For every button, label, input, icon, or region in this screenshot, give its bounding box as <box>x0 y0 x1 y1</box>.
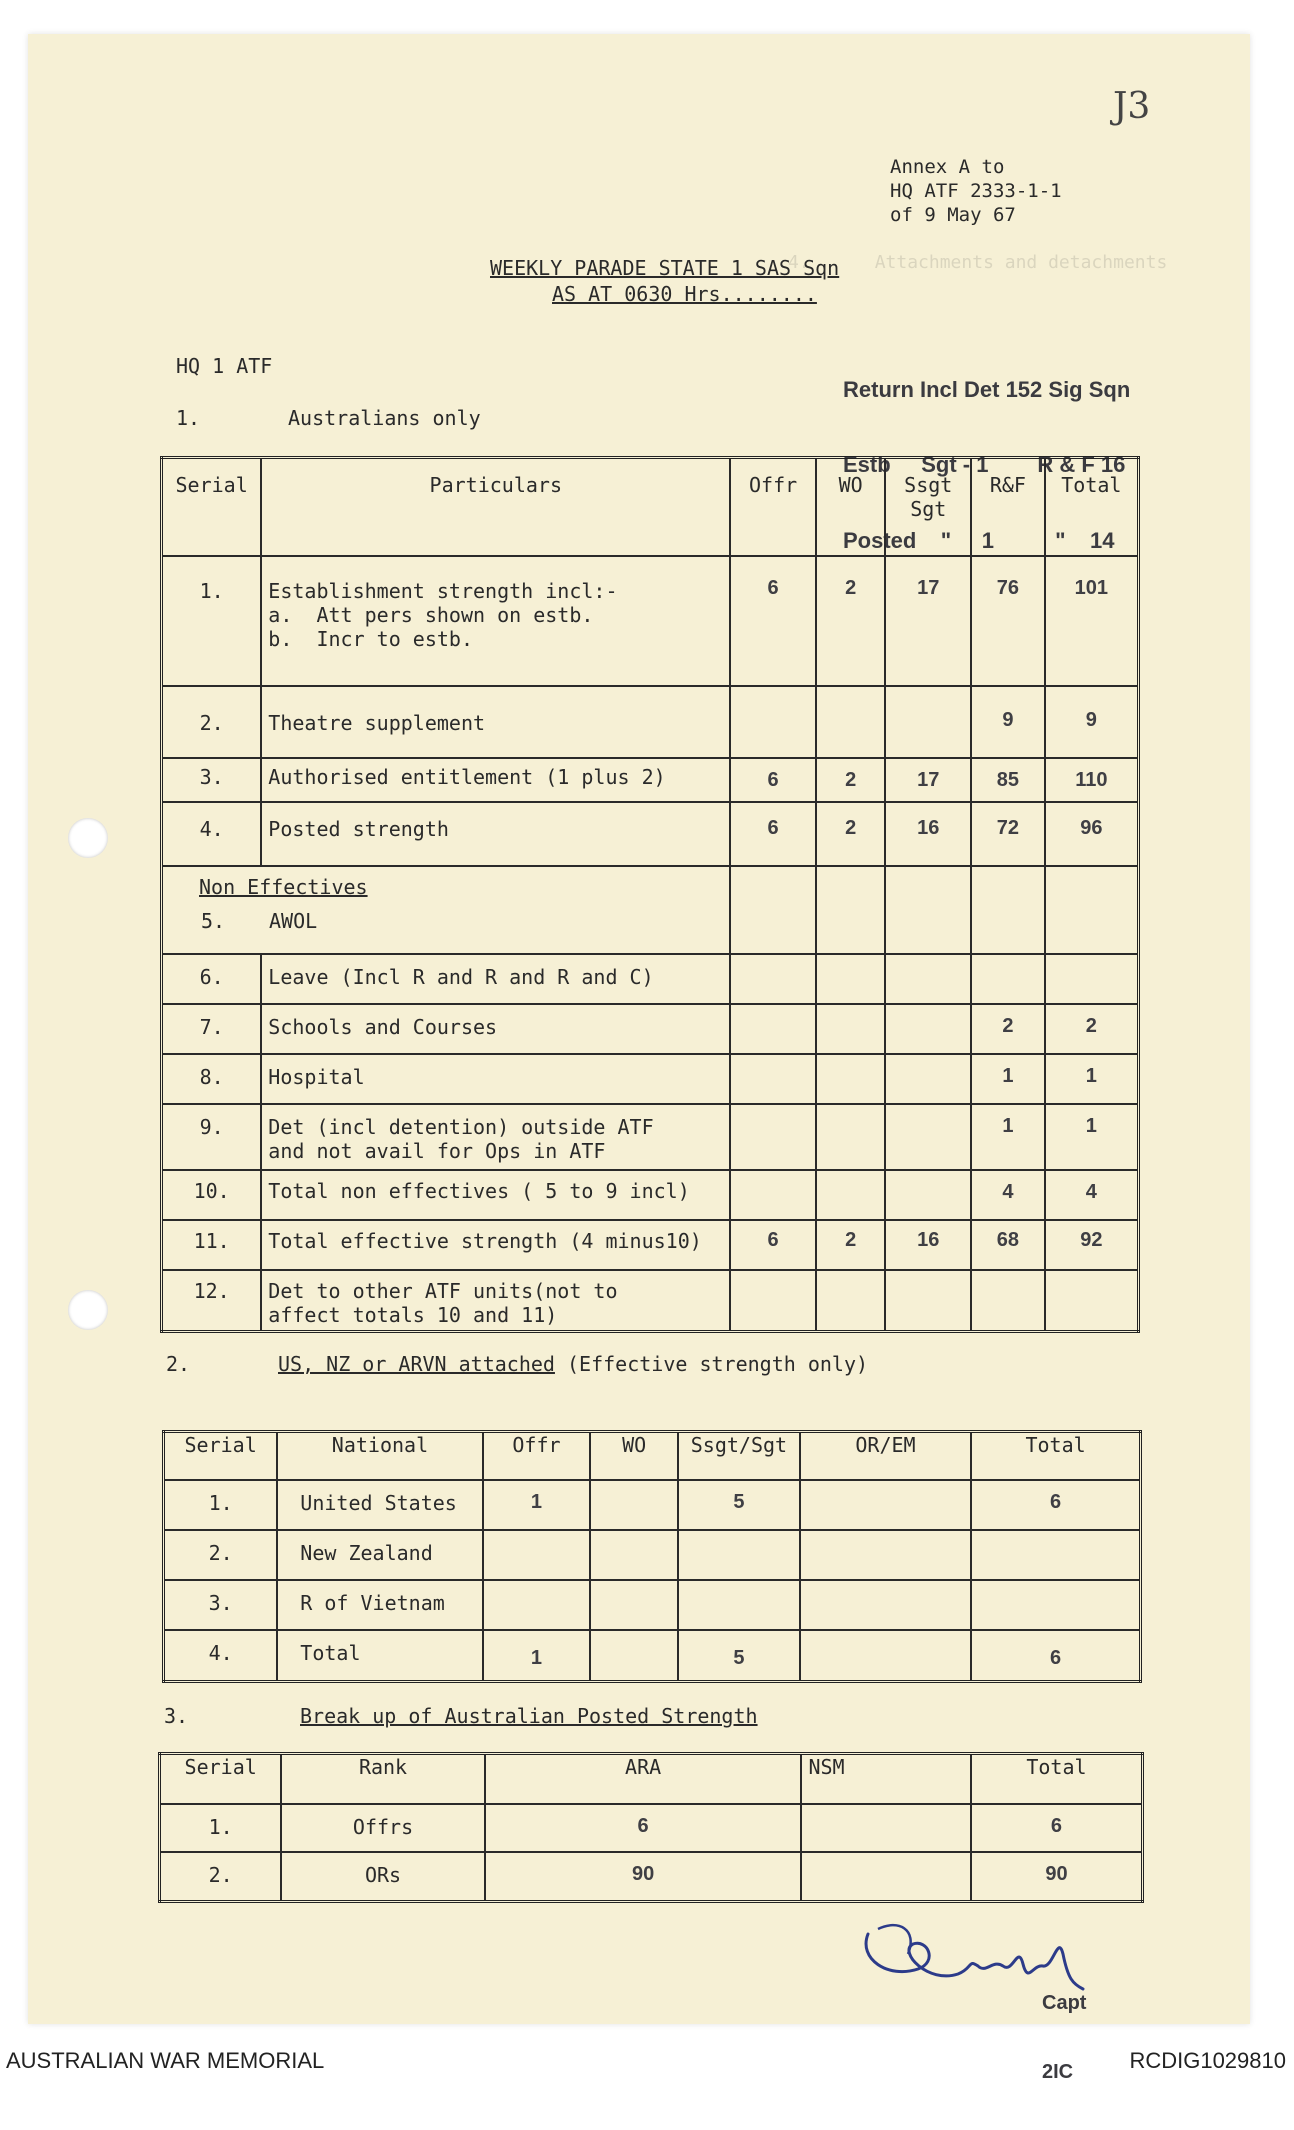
header-particulars: Particulars <box>261 458 730 556</box>
footer-left: AUSTRALIAN WAR MEMORIAL <box>6 2048 325 2073</box>
table-row <box>164 1480 1141 1530</box>
table-australians <box>160 456 1140 1333</box>
section1-title: Australians only <box>288 406 481 430</box>
row-or-em <box>800 1480 971 1530</box>
row-total: 6 <box>971 1804 1143 1852</box>
row-5-line <box>163 909 729 933</box>
table-row <box>160 1804 1143 1852</box>
header-wo: WO <box>816 458 886 556</box>
row-total <box>1045 1270 1139 1332</box>
page-ref-handwritten: J3 <box>1113 86 1151 127</box>
row-offr <box>730 954 816 1004</box>
row-ssgt <box>885 1004 971 1054</box>
header-serial: Serial <box>162 458 262 556</box>
non-effectives-heading: Non Effectives <box>199 874 368 899</box>
row-offr: 6 <box>730 802 816 866</box>
row-rf: 1 <box>971 1104 1045 1170</box>
row-offr: 1 <box>483 1630 591 1682</box>
row-national: Total <box>277 1630 482 1682</box>
header-wo: WO <box>590 1432 678 1480</box>
row-rf: 72 <box>971 802 1045 866</box>
row-particulars: Posted strength <box>261 802 730 866</box>
table-header-row <box>164 1432 1141 1480</box>
signature-rank: Capt <box>1042 1992 1087 2014</box>
row-rank: Offrs <box>281 1804 484 1852</box>
row-offr <box>483 1580 591 1630</box>
row-wo <box>816 1270 886 1332</box>
table-row <box>164 1530 1141 1580</box>
row-serial: 7. <box>162 1004 262 1054</box>
row-wo <box>590 1530 678 1580</box>
header-national: National <box>277 1432 482 1480</box>
table-attached <box>162 1430 1142 1683</box>
row-non-effectives-cell <box>162 866 731 954</box>
document-subtitle: AS AT 0630 Hrs........ <box>552 282 817 306</box>
row-particulars: Det (incl detention) outside ATF and not avail for Ops in ATF <box>261 1104 730 1170</box>
row-serial: 8. <box>162 1054 262 1104</box>
table-row <box>162 1170 1139 1220</box>
row-serial: 1. <box>164 1480 278 1530</box>
row-ssgt <box>885 1054 971 1104</box>
row-or-em <box>800 1630 971 1682</box>
table-header-row <box>160 1754 1143 1804</box>
row-serial: 6. <box>162 954 262 1004</box>
row-ssgt: 16 <box>885 1220 971 1270</box>
row-ssgt <box>885 1104 971 1170</box>
header-or-em: OR/EM <box>800 1432 971 1480</box>
row-wo <box>816 1170 886 1220</box>
row-serial: 11. <box>162 1220 262 1270</box>
table-row <box>162 866 1139 954</box>
section2-number: 2. <box>166 1352 191 1376</box>
row-serial: 3. <box>164 1580 278 1630</box>
header-nsm: NSM <box>801 1754 970 1804</box>
annex-line-1: Annex A to <box>890 156 1005 178</box>
row-serial: 10. <box>162 1170 262 1220</box>
row-rf <box>971 1270 1045 1332</box>
row-total: 92 <box>1045 1220 1139 1270</box>
row-total: 96 <box>1045 802 1139 866</box>
row-ssgt <box>885 954 971 1004</box>
row-ssgt: 17 <box>885 758 971 802</box>
header-total: Total <box>971 1754 1143 1804</box>
row-ssgt <box>885 1270 971 1332</box>
row-or-em <box>800 1530 971 1580</box>
row-offr <box>730 866 816 954</box>
row-national: United States <box>277 1480 482 1530</box>
row-wo <box>590 1580 678 1630</box>
row-serial: 1. <box>160 1804 282 1852</box>
row-serial: 4. <box>164 1630 278 1682</box>
punch-hole-top <box>68 818 108 858</box>
row-ssgt <box>885 866 971 954</box>
row-ssgt <box>885 686 971 758</box>
return-stamp-line-1: Return Incl Det 152 Sig Sqn <box>843 376 1131 402</box>
row-particulars: AWOL <box>269 908 318 933</box>
annex-line-3: of 9 May 67 <box>890 204 1016 226</box>
row-total: 101 <box>1045 556 1139 686</box>
row-total: 2 <box>1045 1004 1139 1054</box>
row-or-em <box>800 1580 971 1630</box>
row-total: 6 <box>971 1480 1140 1530</box>
header-total: Total <box>971 1432 1140 1480</box>
table-row <box>162 758 1139 802</box>
row-serial: 2. <box>160 1852 282 1902</box>
table-row <box>162 802 1139 866</box>
row-total: 110 <box>1045 758 1139 802</box>
table-row <box>162 1104 1139 1170</box>
row-ssgt: 5 <box>678 1480 800 1530</box>
row-offr: 6 <box>730 758 816 802</box>
table-row <box>162 686 1139 758</box>
table-header-row <box>162 458 1139 556</box>
row-particulars: Schools and Courses <box>261 1004 730 1054</box>
row-national: R of Vietnam <box>277 1580 482 1630</box>
section3-number: 3. <box>164 1704 189 1728</box>
row-particulars: Total effective strength (4 minus10) <box>261 1220 730 1270</box>
row-rf: 76 <box>971 556 1045 686</box>
table-row <box>160 1852 1143 1902</box>
row-rf: 85 <box>971 758 1045 802</box>
row-wo <box>816 954 886 1004</box>
table-row <box>164 1580 1141 1630</box>
row-ssgt <box>678 1580 800 1630</box>
row-ssgt: 17 <box>885 556 971 686</box>
table-row <box>162 1054 1139 1104</box>
row-serial: 2. <box>164 1530 278 1580</box>
row-ssgt <box>678 1530 800 1580</box>
row-total: 90 <box>971 1852 1143 1902</box>
return-stamp-line-3: Posted " 1 " 14 <box>843 528 1115 554</box>
row-serial: 1. <box>162 556 262 686</box>
table-row <box>162 1220 1139 1270</box>
row-total: 1 <box>1045 1104 1139 1170</box>
row-serial: 12. <box>162 1270 262 1332</box>
row-total <box>971 1580 1140 1630</box>
row-wo <box>816 1104 886 1170</box>
row-wo <box>816 1054 886 1104</box>
row-total: 4 <box>1045 1170 1139 1220</box>
row-ara: 90 <box>485 1852 802 1902</box>
row-serial: 4. <box>162 802 262 866</box>
row-particulars: Authorised entitlement (1 plus 2) <box>261 758 730 802</box>
header-ssgt: Ssgt Sgt <box>885 458 971 556</box>
return-stamp-line-2: Estb Sgt - 1 R & F 16 <box>843 452 1126 478</box>
row-particulars: Det to other ATF units(not to affect totals 10 and 11) <box>261 1270 730 1332</box>
row-particulars: Establishment strength incl:- a. Att pers shown on estb. b. Incr to estb. <box>261 556 730 686</box>
row-ssgt <box>885 1170 971 1220</box>
row-serial: 9. <box>162 1104 262 1170</box>
row-total <box>1045 866 1139 954</box>
row-serial: 5. <box>200 908 226 933</box>
row-rf: 9 <box>971 686 1045 758</box>
header-offr: Offr <box>730 458 816 556</box>
row-rf <box>971 954 1045 1004</box>
row-total <box>1045 954 1139 1004</box>
row-ssgt: 5 <box>678 1630 800 1682</box>
row-wo <box>590 1480 678 1530</box>
table-row <box>162 1004 1139 1054</box>
table-row <box>162 1270 1139 1332</box>
header-rf: R&F <box>971 458 1045 556</box>
section1-number: 1. <box>176 406 201 430</box>
row-total: 9 <box>1045 686 1139 758</box>
row-nsm <box>801 1804 970 1852</box>
header-offr: Offr <box>483 1432 591 1480</box>
row-wo <box>590 1630 678 1682</box>
row-particulars: Leave (Incl R and R and R and C) <box>261 954 730 1004</box>
row-offr <box>730 1170 816 1220</box>
row-offr: 1 <box>483 1480 591 1530</box>
row-nsm <box>801 1852 970 1902</box>
row-particulars: Hospital <box>261 1054 730 1104</box>
section2-note: (Effective strength only) <box>567 1352 869 1376</box>
table-row <box>164 1630 1141 1682</box>
row-total <box>971 1530 1140 1580</box>
table-row <box>162 954 1139 1004</box>
footer-right: RCDIG1029810 <box>1129 2048 1286 2073</box>
row-rf: 1 <box>971 1054 1045 1104</box>
row-national: New Zealand <box>277 1530 482 1580</box>
annex-line-2: HQ ATF 2333-1-1 <box>890 180 1062 202</box>
row-offr <box>730 1270 816 1332</box>
row-offr: 6 <box>730 1220 816 1270</box>
row-wo <box>816 1004 886 1054</box>
header-rank: Rank <box>281 1754 484 1804</box>
row-wo: 2 <box>816 802 886 866</box>
row-particulars: Theatre supplement <box>261 686 730 758</box>
row-particulars: Total non effectives ( 5 to 9 incl) <box>261 1170 730 1220</box>
signature-title <box>1042 1946 1086 2130</box>
row-rf: 68 <box>971 1220 1045 1270</box>
row-ara: 6 <box>485 1804 802 1852</box>
row-offr <box>730 1104 816 1170</box>
row-wo: 2 <box>816 1220 886 1270</box>
row-ssgt: 16 <box>885 802 971 866</box>
header-ara: ARA <box>485 1754 802 1804</box>
hq-label: HQ 1 ATF <box>176 354 273 378</box>
row-serial: 2. <box>162 686 262 758</box>
row-rf: 4 <box>971 1170 1045 1220</box>
row-wo: 2 <box>816 758 886 802</box>
section2-title: US, NZ or ARVN attached <box>278 1352 555 1376</box>
table-breakup <box>158 1752 1144 1903</box>
row-rf: 2 <box>971 1004 1045 1054</box>
header-serial: Serial <box>160 1754 282 1804</box>
row-total: 6 <box>971 1630 1140 1682</box>
row-total: 1 <box>1045 1054 1139 1104</box>
row-wo: 2 <box>816 556 886 686</box>
header-ssgt: Ssgt/Sgt <box>678 1432 800 1480</box>
row-wo <box>816 686 886 758</box>
signature-appointment: 2IC <box>1042 2061 1074 2083</box>
punch-hole-bottom <box>68 1290 108 1330</box>
row-offr <box>730 1004 816 1054</box>
row-offr: 6 <box>730 556 816 686</box>
table-row <box>162 556 1139 686</box>
row-serial: 3. <box>162 758 262 802</box>
document-title: WEEKLY PARADE STATE 1 SAS Sqn <box>490 256 840 280</box>
row-wo <box>816 866 886 954</box>
row-offr <box>730 1054 816 1104</box>
header-total: Total <box>1045 458 1139 556</box>
section3-title: Break up of Australian Posted Strength <box>300 1704 758 1728</box>
row-offr <box>483 1530 591 1580</box>
section2-heading <box>278 1352 868 1377</box>
row-offr <box>730 686 816 758</box>
header-serial: Serial <box>164 1432 278 1480</box>
row-rank: ORs <box>281 1852 484 1902</box>
row-rf <box>971 866 1045 954</box>
bleed-through: 4. Attachments and detachments <box>788 252 1168 273</box>
